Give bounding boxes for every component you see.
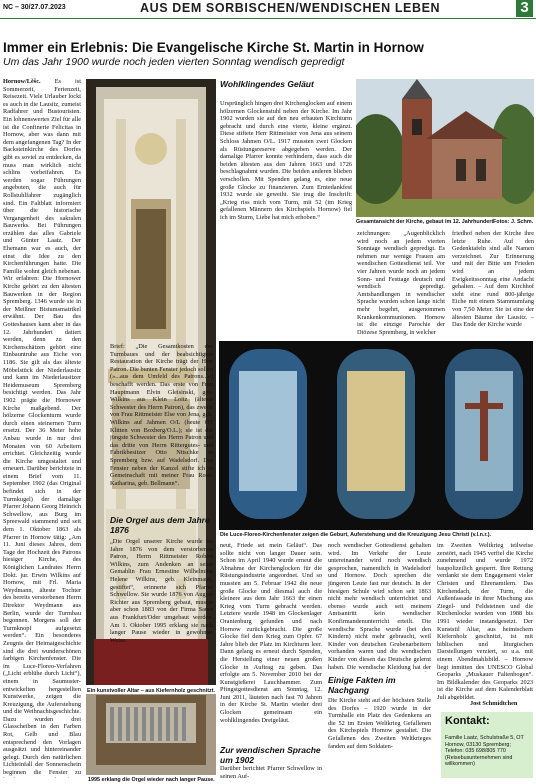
sorbian-language-subhead: Zur wendischen Sprache um 1902 bbox=[220, 745, 321, 765]
church-windows-photo bbox=[219, 341, 533, 530]
column-2b-text: „Die Orgel unserer Kirche wurde im Jahre 1876 von dem verstorbenen Patron, Herrn Rittmeister Robert Wilkins, zum Andenken an seine Gemahlin Frau Ernestine Wilhelmine Helene Wilkins, geb. Kleinmann, gestiftet“, erinnerte sich Pfarrer Schwellow. Sie wurde 1876 von August Richter aus Spremberg gebaut, musste aber schon 1883 von der Firma Sauer aus Frankfurt/Oder umgebaut werden. Am 1. Oktober 1995 erklang sie nach langer Pause wieder in gewohnter Weise. bbox=[110, 538, 213, 644]
article-column-4 bbox=[357, 230, 445, 338]
column-3-text: Ursprünglich hingen drei Kirchenglocken auf einem hölzernen Glockenstuhl neben der Kirche. Im Jahr 1902 wurden sie auf den neu erbauten Kirchturm gebracht und durch eine vierte, kleine ergänzt. Diese stiftete Herr Rittmeister von Jena aus seinem Schloss Jahmen O/L. 1917 mussten zwei Glocken als Rüstungsreserve abgegeben werden. Der damalige Pfarrer konnte verhindern, dass auch die beiden ältesten aus den Jahren 1663 und 1726 beschlagnahmt wurden. Die beiden anderen blieben verschollen. Mit Spenden gelang es, eine neue große Glocke zu finanzieren. Zum Erntedankfest 1932 wurde sie geweiht. Sie trug die Inschrift: „Krieg riss mich vom Turm, mit 52 (im Krieg gefallenen Männern des Kirchspiels Hornow) fiel ich im Sturm, Liebe hat mich erhoben.“ bbox=[220, 100, 352, 221]
author-name: Jost Schmidtchen bbox=[470, 700, 518, 707]
church-caption: Gesamtansicht der Kirche, gebaut im 12. Jahrhundert. bbox=[356, 219, 495, 225]
column-6b-text: Darüber berichtet Pfarrer Schwellow in seinen Auf- bbox=[220, 765, 322, 780]
article-column-2 bbox=[110, 343, 213, 510]
article-headline: Immer ein Erlebnis: Die Evangelische Kirche St. Martin in Hornow bbox=[3, 40, 424, 55]
bells-subhead: Wohlklingendes Geläut bbox=[220, 79, 314, 89]
contact-text: Familie Laatz, Schulstraße 5, OT Hornow, 03130 Spremberg; Telefon: 035 698/805 770 (Reisebusunternehmen sind willkommen) bbox=[445, 735, 524, 768]
facts-subhead: Einige Fakten im Nachgang bbox=[328, 675, 396, 695]
column-7-text: noch wendischer Gottesdienst gehalten wird. Im Verkehr der Leute untereinander wird noch wendisch gesprochen, namentlich in Wadelsdorf und Hornow. Doch sprechen die jüngeren Leute fast nur deutsch. In der hiesigen Schule wird schon seit 1863 nicht mehr wendisch unterrichtet und ebenso wurde auch seit meinem Amtsantritt kein wendischer Konfirmandenunterricht erteilt. Die wendische Sprache wurde (bei den Kindern) nicht mehr gebraucht, weil Kinder von deutschen Grubenarbeitern vorhanden waren und die wendischen Kinder von diesen das Deutsche gelernt haben. Die wendische Kleidung hat der bbox=[328, 542, 431, 671]
issue-label: NC – 30/27.07.2023 bbox=[3, 4, 66, 11]
altar-caption-visible: Ein kunstvoller Altar – aus Kiefernholz geschnitzt. bbox=[87, 688, 216, 694]
article-column-1 bbox=[3, 78, 81, 778]
column-7b-text: Die Kirche steht auf der höchsten Stelle des Dorfes – 1920 wurde in der Turmhalle ein Platz des Gedenkens an die 52 im Ersten Weltkrieg Gefallenen des Kirchspiels Hornow gestaltet. Die Gefallenen des Zweiten Weltkrieges fanden auf dem Soldaten- bbox=[328, 697, 431, 750]
organ-caption: 1995 erklang die Orgel wieder nach langer Pause. bbox=[88, 777, 215, 783]
column-2-text: Brief: „Die Gesamtkosten des Turmbaues und der beabsichtigten Restauration der Kirche trägt der Herr Patron. Die bunten Fenster jedoch sollen (»...aus dem Umfeld des Patrons...«) beschafft werden. Das erste von Frau Hauptmann Elvin Gleisinski, geb. Wilkins aus Klein Loitz (älteste Schwester des Herrn Patron), das zweite von Frau Rittmeister Else von Jena, geb. Wilkins auf Jahmen O/L (heute OT Klitten von Boxberg/O.L.); sie ist die jüngste Schwester des Herrn Patron und das dritte von Herrn Rittergutes- und Fabrikbesitzer Otto Nitschke in Spremberg bzw. auf Wadelsdorf. Das Fenster neben der Kanzel stifte ich in Gemeinschaft mit meiner Frau Rose-Katharina, geb. Bellmann“. bbox=[110, 343, 213, 487]
dateline: Hornow/Lěšc. bbox=[3, 78, 41, 85]
article-column-7b bbox=[328, 697, 431, 781]
column-1-text: Es ist Sommerzeit, Ferienzeit, Reisezeit. Viele Urlauber lockt es auch in die Lausitz, zumeist Radfahrer und Bustouristen. Ein lohnenswertes Ziel für alle ist die Confinerie Felicitas in Hornow, aber was dann mit dem angefangenen Tag? In der Backsteinkirche des Dorfes gibt es soviel zu entdecken, da muss man wirklich nicht schlins vorbeifahren. Es werden sogar Führungen angeboten, die auch für Rollstuhlfahrer zugänglich sind. Ein Faltblatt informiert über die historische Vergangenheit des sakralen Bauwerks. Bei Führungen erzählen das alles Gabriele und Günter Laatz. Der Ehemann war es auch, der einst die Idee zu den Kirchenführungen hatte. Die Familie wohnt gleich nebenan. Wir erfahren: Die Hornower Kirche gehört zu den ältesten Bauwerken in der Region Spremberg. 1346 wurde sie in der Meißner Bistumsmatrikel erwähnt. Der Bau des Gotteshauses kann aber in das 12. Jahrhundert datiert werden, denn zu den Kirchenschätzen gehört eine Einbauntruhe aus Eiche von 1186. Sie gilt als das älteste Möbelstück der Niederlausitz und kann im Niederlausitzer Heidemuseum Spremberg besichtigt werden. Das Jahr 1902 prägte die Hornower Kirche maßgebend. Der hölzerne Glockenturm wurde durch einen steinernen Turm ersetzt. Der 36 Meter hohe Anbau wurde in nur drei Monaten von 60 Arbeitern errichtet. Gleichzeitig wurde die Kirche umgestaltet und erneuert. Darüber berichtete in einem Brief vom 11. September 1902 (das Original befindet sich in der Turmkugel) der damalige Pfarrer Johann Georg Heinrich Schwellow, aus Burg im Spreewald stammend und seit dem 1. Oktober 1863 als Pfarrer in Hornow tätig: „Am 11. Juni dieses Jahres, dem Tage der Hochzeit des Patrons hiesiger Kirche, des Königlichen Landrates Herrn Dokt. jur. Erwin Wilkins auf Hornow, mit Frl. Maria Weydmann, älteste Tochter des bereits verstorbenen Herrn Direktor Weydmann aus Berlin, wurde der Turmbau begonnen. Morgens soll der Turmknopf aufgesetzt werden“. Ein besonderes Zeugnis der Heimatgeschichte sind die drei wunderschönen farbigen Kirchenfenster. Die im Luce-Floreo-Verfahren („Licht erblühe durch Licht“), einem in Saumuster-entwickelten hergestellten Kunstwerke, zeigen die Kreuzigung, die Auferstehung und die Weihnachtsgeschichte. Dazu wurden drei Glasscheiben in den Farben Rot, Gelb und Blau entsprechend den Vorlagen ausgeätzt und hintereinander gelegt. Durch den natürlichen Lichteinfall der Sonnenschein beginnen die Fenster zu bbox=[3, 78, 81, 777]
page-number: 3 bbox=[516, 0, 533, 17]
column-8-text: im Zweiten Weltkrieg teilweise zerstört, nach 1945 verfiel die Kirche zunehmend und wurde 1972 baupolizeilich gesperrt. Ihre Rettung verdankt sie dem Engagement vieler Christen und Ehrenamtlern. Das Kirchendach, der Turm, die Außenfassade in ihrer Mischung aus Ziegel- und Feldsteinen und die Kirchenlocke wurden von 1988 bis 1991 wieder instandgesetzt. Der Kunststil Altar, aus heimischem Kiefernholz geschnitzt, ist mit biblischen und liturgischen Darstellungen verziert, so u.a. mit einem Abendmahlsbild. – Hornow liegt inmitten des UNESCO Global Geoparks „Muskauer Faltenbogen“. Im Bildkalender des Geoparks 2023 ist die Kirche auf dem Kalenderblatt Juli abgebildet. bbox=[437, 542, 533, 700]
column-5-text: friedhof neben der Kirche ihre letzte Ruhe. Auf den Gedenktafeln sind alle Namen verzeichnet. Zur Erinnerung und mit der Bitte um Frieden wird an jedem Ewigkeitssonntag eine Andacht gehalten. – Auf dem Kirchhof steht eine rund 800-jährige Eiche mit einem Stammumfang von 7,50 Meter. Sie ist eine der ältesten Bäume der Lausitz. – Das Ende der Kirche wurde bbox=[452, 230, 534, 329]
article-subheadline: Um das Jahr 1900 wurde noch jeden vierten Sonntag wendisch gepredigt bbox=[3, 56, 345, 68]
article-column-7 bbox=[328, 542, 431, 672]
article-column-3 bbox=[220, 100, 352, 337]
article-column-8 bbox=[437, 542, 533, 700]
organ-subhead: Die Orgel aus dem Jahre 1876 bbox=[110, 515, 210, 535]
article-column-5 bbox=[452, 230, 534, 338]
windows-caption: Die Luce-Floreo-Kirchenfenster zeigen die Geburt, Auferstehung und die Kreuzigung Jesu Christi (v.l.n.r.). bbox=[220, 532, 492, 538]
photo-credit: Fotos: J. Schm. bbox=[493, 219, 534, 225]
article-column-2b bbox=[110, 538, 213, 678]
church-photo bbox=[356, 79, 534, 217]
column-4-text: zeichnungen: „Augenblicklich wird noch an jedem vierten Sonntage wendisch gepredigt. Es nehmen nur wenige Frauen am wendischen Gottesdienst teil. Vor vier Jahren wurde noch an jedem Sonn- und Festtage deutsch und wendisch gepredigt. Amtshandlungen in wendischer Sprache wurden schon lange nicht mehr begehrt, ausgenommen Krankenkommunionen. Hornow ist die einzige Parochie der Diözese Spremberg, in welcher bbox=[357, 230, 445, 336]
article-column-6b bbox=[220, 765, 322, 781]
organ-photo bbox=[86, 689, 216, 775]
section-title: AUS DEM SORBISCHEN/WENDISCHEN LEBEN bbox=[140, 1, 441, 15]
article-column-6 bbox=[220, 542, 322, 735]
column-6-text: neut, Friede sei mein Geläut“. Das sollte nicht von langer Dauer sein. Schon im April 1940 wurde erneut die Abnahme der Kirchenglocken für die Rüstungsindustrie angeordnet. Und so mussten am 5. Februar 1942 die neue große Glocke und diesmal auch die kleinere aus dem Jahr 1663 ihr einen Krieg vom Turm gebracht werden. Letztere wurde 1948 im Glockenlager Oranienburg gefunden und nach Hornow zurückgebracht. Die große Glocke fiel dem Krieg zum Opfer. 67 Jahre blieb der Platz im Kirchturm leer. Dann gelang es erneut durch Spenden, die Herstellung einer neuen großen Glocke in Auftrag zu geben. Das erfolgte am 5. November 2010 bei der Kunstgießerei Lauchhammer. Zum Pfingstgottesdienst am Sonntag, 12. Juni 2011, läuteten nach fast 70 Jahren in der Kirche St. Martin wieder drei Glocken gemeinsam ein wohlklingendes Dreigeläut. bbox=[220, 542, 322, 724]
contact-title: Kontakt: bbox=[445, 715, 490, 727]
